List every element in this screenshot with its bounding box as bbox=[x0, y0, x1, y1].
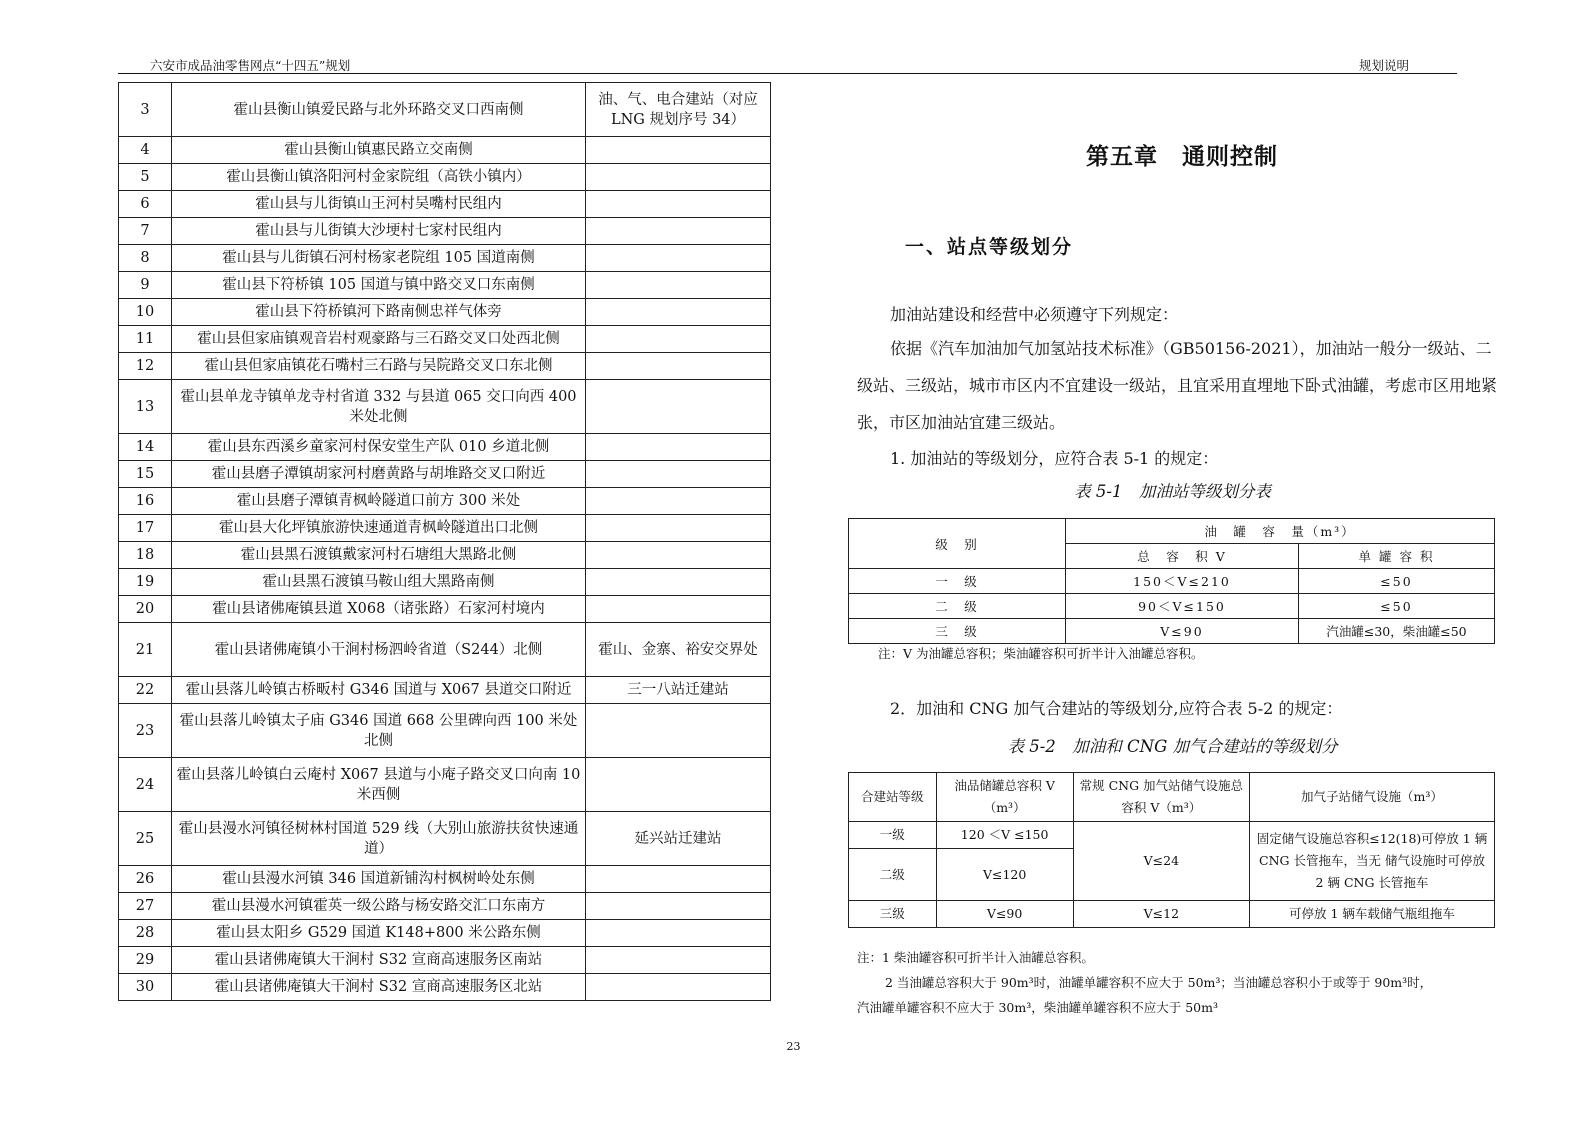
site-location: 霍山县但家庙镇观音岩村观豪路与三石路交叉口处西北侧 bbox=[172, 326, 586, 353]
site-remark bbox=[586, 866, 771, 893]
site-number: 28 bbox=[119, 920, 172, 947]
site-number: 20 bbox=[119, 596, 172, 623]
site-number: 17 bbox=[119, 515, 172, 542]
site-number: 7 bbox=[119, 218, 172, 245]
site-location: 霍山县太阳乡 G529 国道 K148+800 米公路东侧 bbox=[172, 920, 586, 947]
site-number: 11 bbox=[119, 326, 172, 353]
table-5-2 bbox=[848, 772, 1495, 928]
t51-header-single: 单 罐 容 积 bbox=[1299, 544, 1495, 569]
table-row bbox=[119, 488, 771, 515]
t51-grade: 一 级 bbox=[849, 569, 1066, 594]
table-row bbox=[119, 596, 771, 623]
table-row bbox=[119, 974, 771, 1001]
table-row bbox=[849, 901, 1495, 928]
table-row bbox=[119, 380, 771, 434]
site-location: 霍山县与儿街镇大沙埂村七家村民组内 bbox=[172, 218, 586, 245]
site-number: 30 bbox=[119, 974, 172, 1001]
paragraph-item-2: 2．加油和 CNG 加气合建站的等级划分,应符合表 5-2 的规定： bbox=[890, 699, 1343, 718]
table-row bbox=[119, 866, 771, 893]
site-remark bbox=[586, 515, 771, 542]
t51-total: 90＜V≤150 bbox=[1066, 594, 1299, 619]
site-location: 霍山县落儿岭镇古桥畈村 G346 国道与 X067 县道交口附近 bbox=[172, 677, 586, 704]
t52-note-1: 注：1 柴油罐容积可折半计入油罐总容积。 bbox=[857, 950, 1094, 965]
table-row bbox=[849, 569, 1495, 594]
table-row bbox=[119, 623, 771, 677]
t52-substation-merged: 固定储气设施总容积≤12(18)可停放 1 辆 CNG 长管拖车，当无 储气设施时可停放 2 辆 CNG 长管拖车 bbox=[1249, 822, 1494, 901]
paragraph-standard: 依据《汽车加油加气加氢站技术标准》（GB50156-2021），加油站一般分一级站、二级站、三级站，城市市区内不宜建设一级站，且宜采用直埋地下卧式油罐，考虑市区用地紧张，市区加油站宜建三级站。 bbox=[857, 339, 1498, 432]
table-5-1-caption: 表 5-1 加油站等级划分表 bbox=[1074, 482, 1271, 501]
table-row bbox=[119, 758, 771, 812]
site-location: 霍山县黑石渡镇马鞍山组大黑路南侧 bbox=[172, 569, 586, 596]
site-number: 18 bbox=[119, 542, 172, 569]
site-location: 霍山县衡山镇惠民路立交南侧 bbox=[172, 137, 586, 164]
table-row bbox=[119, 353, 771, 380]
t51-single: ≤50 bbox=[1299, 594, 1495, 619]
site-number: 13 bbox=[119, 380, 172, 434]
site-location: 霍山县大化坪镇旅游快速通道青枫岭隧道出口北侧 bbox=[172, 515, 586, 542]
table-row bbox=[119, 677, 771, 704]
t51-grade: 三 级 bbox=[849, 619, 1066, 644]
t51-total: 150＜V≤210 bbox=[1066, 569, 1299, 594]
site-location: 霍山县漫水河镇径树林村国道 529 线（大别山旅游扶贫快速通道） bbox=[172, 812, 586, 866]
t52-cng: V≤12 bbox=[1073, 901, 1249, 928]
t52-note-2: 2 当油罐总容积大于 90m³时，油罐单罐容积不应大于 50m³；当油罐总容积小于或等于 90m³时， bbox=[885, 975, 1433, 990]
site-number: 6 bbox=[119, 191, 172, 218]
site-remark bbox=[586, 596, 771, 623]
table-row bbox=[119, 947, 771, 974]
table-row bbox=[119, 434, 771, 461]
site-location: 霍山县落儿岭镇太子庙 G346 国道 668 公里碑向西 100 米处北侧 bbox=[172, 704, 586, 758]
site-remark bbox=[586, 947, 771, 974]
t52-note-3: 汽油罐单罐容积不应大于 30m³，柴油罐单罐容积不应大于 50m³ bbox=[857, 1000, 1218, 1015]
site-number: 15 bbox=[119, 461, 172, 488]
site-number: 4 bbox=[119, 137, 172, 164]
header-rule bbox=[118, 73, 1457, 74]
table-row bbox=[849, 619, 1495, 644]
site-location: 霍山县衡山镇爱民路与北外环路交叉口西南侧 bbox=[172, 83, 586, 137]
site-location: 霍山县与儿街镇石河村杨家老院组 105 国道南侧 bbox=[172, 245, 586, 272]
site-location: 霍山县下符桥镇河下路南侧忠祥气体旁 bbox=[172, 299, 586, 326]
table-5-2-caption: 表 5-2 加油和 CNG 加气合建站的等级划分 bbox=[1007, 737, 1338, 756]
t51-single: 汽油罐≤30，柴油罐≤50 bbox=[1299, 619, 1495, 644]
t52-grade: 一级 bbox=[849, 822, 937, 849]
site-location: 霍山县单龙寺镇单龙寺村省道 332 与县道 065 交口向西 400 米处北侧 bbox=[172, 380, 586, 434]
site-remark bbox=[586, 272, 771, 299]
site-remark bbox=[586, 704, 771, 758]
table-row bbox=[119, 515, 771, 542]
site-location: 霍山县磨子潭镇胡家河村磨黄路与胡堆路交叉口附近 bbox=[172, 461, 586, 488]
site-remark bbox=[586, 920, 771, 947]
site-remark: 延兴站迁建站 bbox=[586, 812, 771, 866]
site-location: 霍山县漫水河镇 346 国道新铺沟村枫树岭处东侧 bbox=[172, 866, 586, 893]
site-number: 12 bbox=[119, 353, 172, 380]
t52-oil: 120 ＜V ≤150 bbox=[936, 822, 1073, 849]
t51-header-capacity: 油 罐 容 量（m³） bbox=[1066, 519, 1495, 544]
table-row bbox=[119, 218, 771, 245]
table-row bbox=[119, 299, 771, 326]
header-doc-title: 六安市成品油零售网点“十四五”规划 bbox=[150, 58, 351, 73]
table-row bbox=[119, 83, 771, 137]
site-number: 3 bbox=[119, 83, 172, 137]
site-number: 14 bbox=[119, 434, 172, 461]
site-remark bbox=[586, 461, 771, 488]
site-remark bbox=[586, 326, 771, 353]
t51-header-total: 总 容 积 V bbox=[1066, 544, 1299, 569]
t52-cng-merged: V≤24 bbox=[1073, 822, 1249, 901]
t51-header-grade: 级 别 bbox=[849, 519, 1066, 569]
table-row bbox=[849, 594, 1495, 619]
site-number: 21 bbox=[119, 623, 172, 677]
site-remark bbox=[586, 380, 771, 434]
sites-table-body bbox=[119, 83, 771, 1001]
site-remark bbox=[586, 164, 771, 191]
table-row bbox=[119, 542, 771, 569]
t52-oil: V≤120 bbox=[936, 849, 1073, 901]
site-number: 24 bbox=[119, 758, 172, 812]
site-number: 10 bbox=[119, 299, 172, 326]
site-number: 5 bbox=[119, 164, 172, 191]
site-location: 霍山县落儿岭镇白云庵村 X067 县道与小庵子路交叉口向南 10 米西侧 bbox=[172, 758, 586, 812]
site-remark bbox=[586, 434, 771, 461]
site-number: 22 bbox=[119, 677, 172, 704]
t52-oil: V≤90 bbox=[936, 901, 1073, 928]
table-row bbox=[119, 326, 771, 353]
section-title: 一、站点等级划分 bbox=[905, 236, 1074, 258]
table-5-1 bbox=[848, 518, 1495, 644]
site-location: 霍山县东西溪乡童家河村保安堂生产队 010 乡道北侧 bbox=[172, 434, 586, 461]
t52-grade: 二级 bbox=[849, 849, 937, 901]
site-location: 霍山县黑石渡镇戴家河村石塘组大黑路北侧 bbox=[172, 542, 586, 569]
site-remark bbox=[586, 974, 771, 1001]
site-number: 25 bbox=[119, 812, 172, 866]
site-remark: 霍山、金寨、裕安交界处 bbox=[586, 623, 771, 677]
site-remark bbox=[586, 353, 771, 380]
table-5-2-notes bbox=[857, 945, 1432, 1020]
site-number: 29 bbox=[119, 947, 172, 974]
table-5-1-note: 注：V 为油罐总容积；柴油罐容积可折半计入油罐总容积。 bbox=[878, 646, 1204, 661]
table-row bbox=[119, 920, 771, 947]
t52-header-grade: 合建站等级 bbox=[849, 773, 937, 822]
site-remark bbox=[586, 569, 771, 596]
table-row bbox=[119, 272, 771, 299]
site-remark bbox=[586, 245, 771, 272]
table-row bbox=[119, 191, 771, 218]
sites-table bbox=[118, 82, 771, 1001]
t51-total: V≤90 bbox=[1066, 619, 1299, 644]
paragraph-item-1: 1. 加油站的等级划分，应符合表 5-1 的规定： bbox=[890, 449, 1219, 468]
site-remark bbox=[586, 488, 771, 515]
site-number: 27 bbox=[119, 893, 172, 920]
site-number: 23 bbox=[119, 704, 172, 758]
site-number: 19 bbox=[119, 569, 172, 596]
table-row bbox=[849, 822, 1495, 849]
t52-substation: 可停放 1 辆车载储气瓶组拖车 bbox=[1249, 901, 1494, 928]
site-remark bbox=[586, 218, 771, 245]
site-remark bbox=[586, 299, 771, 326]
site-location: 霍山县下符桥镇 105 国道与镇中路交叉口东南侧 bbox=[172, 272, 586, 299]
header-section-label: 规划说明 bbox=[1358, 58, 1409, 73]
table-row bbox=[119, 893, 771, 920]
t52-header-substation: 加气子站储气设施（m³） bbox=[1249, 773, 1494, 822]
site-number: 9 bbox=[119, 272, 172, 299]
site-remark bbox=[586, 893, 771, 920]
site-remark: 三一八站迁建站 bbox=[586, 677, 771, 704]
t52-header-cng: 常规 CNG 加气站储气设施总容积 V（m³） bbox=[1073, 773, 1249, 822]
chapter-title: 第五章 通则控制 bbox=[1086, 144, 1278, 170]
table-row bbox=[119, 461, 771, 488]
table-row bbox=[119, 137, 771, 164]
site-number: 26 bbox=[119, 866, 172, 893]
t51-grade: 二 级 bbox=[849, 594, 1066, 619]
site-location: 霍山县漫水河镇霍英一级公路与杨安路交汇口东南方 bbox=[172, 893, 586, 920]
site-location: 霍山县衡山镇洛阳河村金家院组（高铁小镇内） bbox=[172, 164, 586, 191]
site-location: 霍山县诸佛庵镇大干涧村 S32 宣商高速服务区南站 bbox=[172, 947, 586, 974]
site-location: 霍山县诸佛庵镇大干涧村 S32 宣商高速服务区北站 bbox=[172, 974, 586, 1001]
site-location: 霍山县磨子潭镇青枫岭隧道口前方 300 米处 bbox=[172, 488, 586, 515]
site-location: 霍山县诸佛庵镇小干涧村杨泗岭省道（S244）北侧 bbox=[172, 623, 586, 677]
site-remark bbox=[586, 137, 771, 164]
table-row bbox=[119, 569, 771, 596]
table-row bbox=[119, 245, 771, 272]
site-location: 霍山县与儿街镇山王河村吴嘴村民组内 bbox=[172, 191, 586, 218]
site-location: 霍山县诸佛庵镇县道 X068（诸张路）石家河村境内 bbox=[172, 596, 586, 623]
table-row bbox=[119, 164, 771, 191]
site-remark: 油、气、电合建站（对应LNG 规划序号 34） bbox=[586, 83, 771, 137]
site-remark bbox=[586, 191, 771, 218]
t52-grade: 三级 bbox=[849, 901, 937, 928]
t51-single: ≤50 bbox=[1299, 569, 1495, 594]
site-number: 16 bbox=[119, 488, 172, 515]
table-row bbox=[119, 704, 771, 758]
site-location: 霍山县但家庙镇花石嘴村三石路与吴院路交叉口东北侧 bbox=[172, 353, 586, 380]
site-number: 8 bbox=[119, 245, 172, 272]
page-number: 23 bbox=[786, 1040, 801, 1053]
site-remark bbox=[586, 758, 771, 812]
table-row bbox=[119, 812, 771, 866]
paragraph-rules: 加油站建设和经营中必须遵守下列规定： bbox=[890, 305, 1179, 324]
site-remark bbox=[586, 542, 771, 569]
t52-header-oil: 油品储罐总容积 V（m³） bbox=[936, 773, 1073, 822]
